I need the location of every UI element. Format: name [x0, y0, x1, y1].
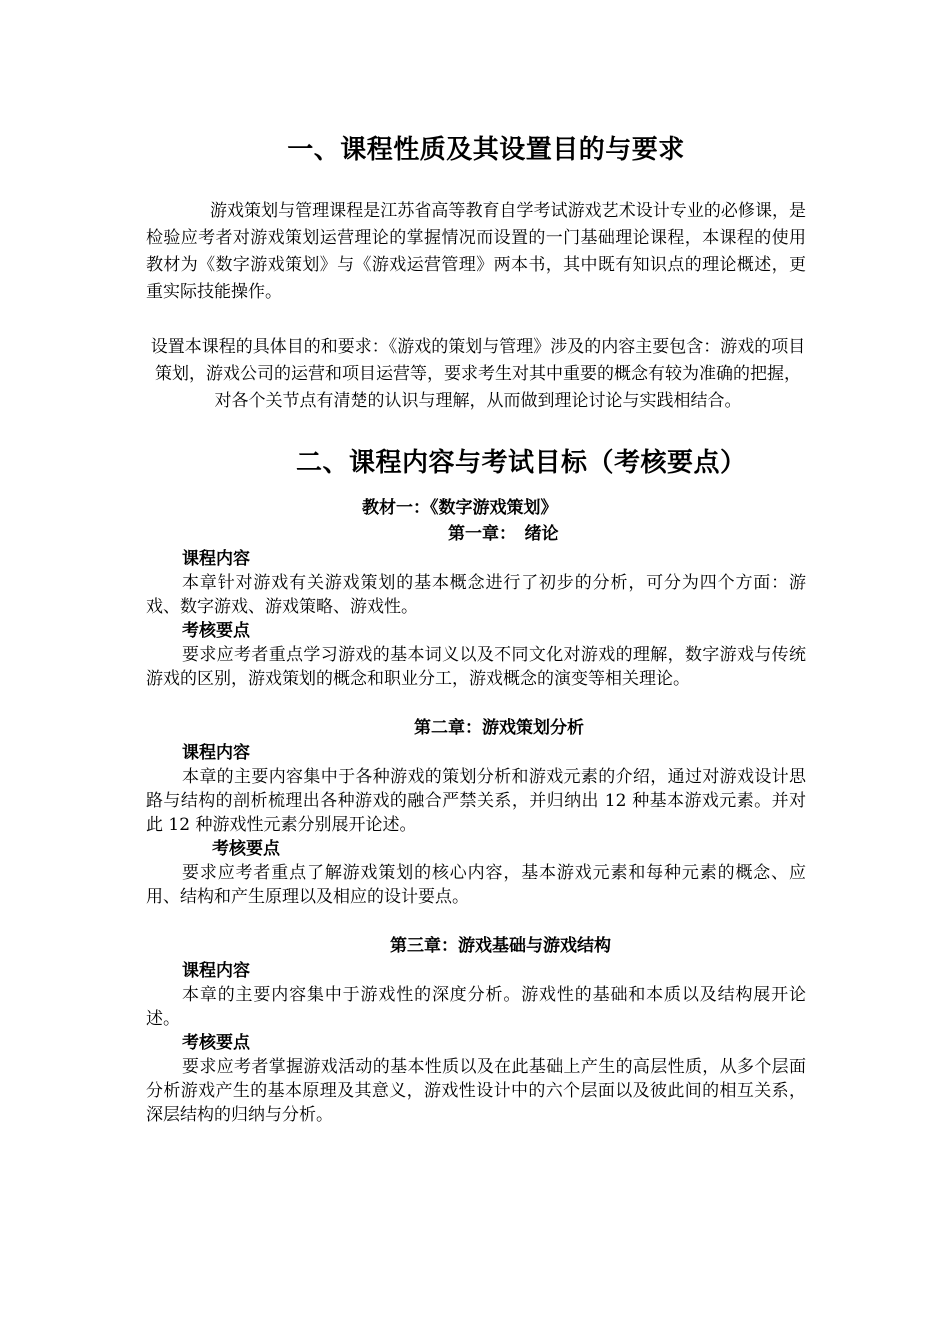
key-points-heading: 考核要点 — [182, 1033, 250, 1053]
course-content-text: 本章针对游戏有关游戏策划的基本概念进行了初步的分析，可分为四个方面：游戏、数字游戏、游戏策略、游戏性。 — [146, 573, 806, 617]
chapter-3 — [146, 933, 806, 1127]
course-goals-paragraph: 设置本课程的具体目的和要求：《游戏的策划与管理》涉及的内容主要包含：游戏的项目策划，游戏公司的运营和项目运营等，要求考生对其中重要的概念有较为准确的把握，对各个关节点有清楚的认识与理解，从而做到理论讨论与实践相结合。 — [150, 337, 806, 411]
chapter-title: 第一章： 绪论 — [448, 524, 559, 544]
key-points-heading: 考核要点 — [182, 621, 250, 641]
section-1-title: 一、课程性质及其设置目的与要求 — [287, 135, 685, 165]
key-points-text: 要求应考者重点了解游戏策划的核心内容，基本游戏元素和每种元素的概念、应用、结构和产生原理以及相应的设计要点。 — [146, 863, 806, 907]
document-content — [146, 132, 806, 1127]
chapter-title: 第三章：游戏基础与游戏结构 — [390, 936, 611, 956]
key-points-text: 要求应考者重点学习游戏的基本词义以及不同文化对游戏的理解，数字游戏与传统游戏的区别，游戏策划的概念和职业分工，游戏概念的演变等相关理论。 — [146, 645, 806, 689]
course-content-heading: 课程内容 — [182, 961, 250, 981]
section-2-title: 二、课程内容与考试目标（考核要点） — [296, 448, 747, 478]
course-content-text: 本章的主要内容集中于游戏性的深度分析。游戏性的基础和本质以及结构展开论述。 — [146, 985, 806, 1029]
course-content-text: 本章的主要内容集中于各种游戏的策划分析和游戏元素的介绍，通过对游戏设计思路与结构的剖析梳理出各种游戏的融合严禁关系，并归纳出 12 种基本游戏元素。并对此 12 种游戏性元素分别展开论述。 — [146, 767, 806, 835]
chapter-title: 第二章：游戏策划分析 — [414, 718, 584, 738]
course-nature-paragraph: 游戏策划与管理课程是江苏省高等教育自学考试游戏艺术设计专业的必修课，是检验应考者对游戏策划运营理论的掌握情况而设置的一门基础理论课程，本课程的使用教材为《数字游戏策划》与《游戏运营管理》两本书，其中既有知识点的理论概述，更重实际技能操作。 — [146, 201, 806, 302]
course-content-heading: 课程内容 — [182, 549, 250, 569]
course-content-heading: 课程内容 — [182, 743, 250, 763]
key-points-text: 要求应考者掌握游戏活动的基本性质以及在此基础上产生的高层性质，从多个层面分析游戏产生的基本原理及其意义，游戏性设计中的六个层面以及彼此间的相互关系，深层结构的归纳与分析。 — [146, 1057, 806, 1125]
textbook-title: 教材一：《数字游戏策划》 — [362, 498, 558, 518]
chapter-2 — [146, 715, 806, 909]
chapter-1 — [146, 521, 806, 691]
key-points-heading: 考核要点 — [212, 839, 280, 859]
